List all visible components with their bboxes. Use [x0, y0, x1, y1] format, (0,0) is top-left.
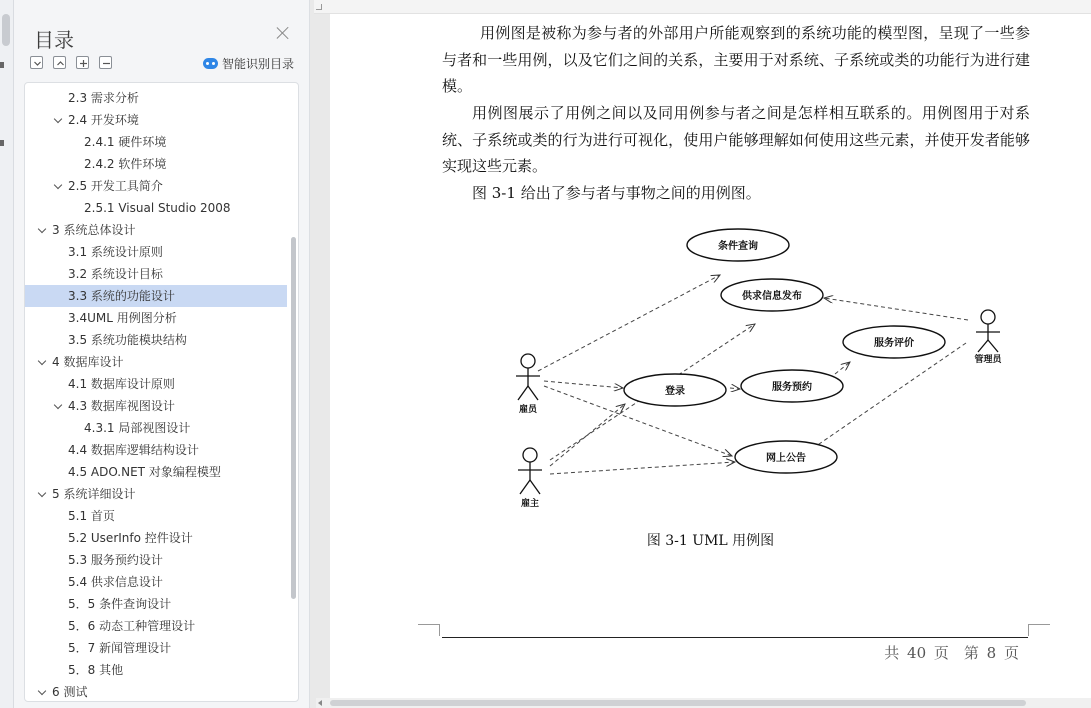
toc-item-label: 3.5 系统功能模块结构 [68, 333, 187, 347]
toc-item-label: 4.3 数据库视图设计 [68, 399, 175, 413]
crop-mark [418, 624, 440, 636]
toc-item[interactable] [25, 131, 287, 153]
toc-item[interactable] [25, 285, 287, 307]
left-strip-mark [0, 140, 4, 146]
toc-item-label: 4.1 数据库设计原则 [68, 377, 175, 391]
toc-item-label: 2.5 开发工具简介 [68, 179, 163, 193]
ai-icon [203, 58, 218, 69]
toc-item-label: 3.4UML 用例图分析 [68, 311, 177, 325]
actor-figure [516, 354, 540, 400]
chevron-down-icon[interactable] [38, 490, 46, 498]
toc-item[interactable] [25, 483, 287, 505]
chevron-down-icon[interactable] [38, 226, 46, 234]
toc-item-label: 5 系统详细设计 [52, 487, 136, 501]
toc-item-label: 5．8 其他 [68, 663, 124, 677]
toc-tree [24, 82, 299, 702]
toc-item-label: 4.5 ADO.NET 对象编程模型 [68, 465, 221, 479]
toc-item[interactable] [25, 329, 287, 351]
toc-item-label: 5.3 服务预约设计 [68, 553, 163, 567]
toc-item-label: 5．5 条件查询设计 [68, 597, 172, 611]
toc-item-label: 5．7 新闻管理设计 [68, 641, 172, 655]
toc-item[interactable] [25, 351, 287, 373]
toc-item-label: 5．6 动态工种管理设计 [68, 619, 196, 633]
smart-toc-button[interactable] [203, 55, 294, 72]
toc-item[interactable] [25, 637, 287, 659]
toc-item[interactable] [25, 527, 287, 549]
toc-panel [14, 0, 310, 708]
top-ruler-strip [314, 0, 1091, 14]
crop-mark [316, 4, 322, 10]
toc-item-label: 2.4 开发环境 [68, 113, 139, 127]
toc-item-label: 3.2 系统设计目标 [68, 267, 163, 281]
toc-item-label: 4.3.1 局部视图设计 [84, 421, 191, 435]
toc-item[interactable] [25, 593, 287, 615]
left-nav-strip [0, 0, 14, 708]
document-area [314, 0, 1091, 708]
toc-title: 目录 [34, 28, 74, 52]
toc-item[interactable] [25, 615, 287, 637]
chevron-down-icon[interactable] [54, 116, 62, 124]
scroll-left-icon[interactable] [318, 700, 322, 706]
add-level-icon[interactable] [76, 56, 89, 69]
expand-all-icon[interactable] [53, 56, 66, 69]
toc-item[interactable] [25, 681, 287, 703]
toc-item-label: 6 测试 [52, 685, 88, 699]
toc-item-label: 3.3 系统的功能设计 [68, 289, 175, 303]
toc-item[interactable] [25, 153, 287, 175]
toc-item-label: 5.4 供求信息设计 [68, 575, 163, 589]
use-case-label: 网上公告 [766, 453, 806, 464]
toc-item-label: 2.5.1 Visual Studio 2008 [84, 201, 231, 215]
uml-use-case-diagram [480, 228, 1002, 528]
actor-figure [976, 310, 1000, 352]
paragraph-1: 用例图是被称为参与者的外部用户所能观察到的系统功能的模型图，呈现了一些参与者和一些用例，以及它们之间的关系，主要用于对系统、子系统或类的功能行为进行建模。 [442, 24, 1030, 95]
actor-label: 管理员 [974, 355, 1002, 365]
use-case-label: 条件查询 [718, 241, 758, 252]
toc-item[interactable] [25, 307, 287, 329]
horizontal-scrollbar[interactable] [316, 698, 1091, 708]
toc-item[interactable] [25, 461, 287, 483]
crop-mark [1028, 624, 1050, 636]
toc-item-label: 2.4.2 软件环境 [84, 157, 167, 171]
page-footer: 共 40 页 第 8 页 [884, 644, 1019, 662]
toc-item-label: 2.4.1 硬件环境 [84, 135, 167, 149]
collapse-all-icon[interactable] [30, 56, 43, 69]
chevron-down-icon[interactable] [38, 688, 46, 696]
toc-scrollbar[interactable] [291, 237, 296, 599]
toc-item[interactable] [25, 549, 287, 571]
use-case-label: 供求信息发布 [742, 291, 802, 302]
close-icon[interactable] [276, 26, 290, 40]
toc-item[interactable] [25, 659, 287, 681]
toc-item[interactable] [25, 439, 287, 461]
paragraph-2: 用例图展示了用例之间以及同用例参与者之间是怎样相互联系的。用例图用于对系统、子系统或类的行为进行可视化，使用户能够理解如何使用这些元素，并使开发者能够实现这些元素。 [442, 104, 1030, 175]
toc-item[interactable] [25, 417, 287, 439]
toc-item[interactable] [25, 395, 287, 417]
use-case-label: 服务评价 [874, 338, 914, 349]
toc-item[interactable] [25, 571, 287, 593]
toc-item[interactable] [25, 109, 287, 131]
toc-item[interactable] [25, 373, 287, 395]
actor-figure [518, 448, 542, 494]
remove-level-icon[interactable] [99, 56, 112, 69]
toc-item-label: 3 系统总体设计 [52, 223, 136, 237]
actor-label: 雇员 [518, 405, 538, 415]
use-case-label: 登录 [665, 386, 685, 397]
horizontal-scroll-thumb[interactable] [330, 700, 1026, 706]
toc-list [25, 87, 287, 703]
smart-toc-label: 智能识别目录 [222, 57, 295, 71]
toc-item-label: 5.1 首页 [68, 509, 115, 523]
toc-item-label: 3.1 系统设计原则 [68, 245, 163, 259]
toc-item[interactable] [25, 219, 287, 241]
toc-item-label: 4 数据库设计 [52, 355, 124, 369]
toc-item[interactable] [25, 197, 287, 219]
toc-item-label: 2.3 需求分析 [68, 91, 139, 105]
actor-label: 雇主 [520, 499, 540, 509]
use-case-label: 服务预约 [772, 382, 812, 393]
footer-rule [442, 637, 1028, 638]
left-strip-mark [0, 62, 4, 68]
left-strip-scroll-thumb[interactable] [2, 14, 10, 46]
toc-item[interactable] [25, 87, 287, 109]
toc-item[interactable] [25, 505, 287, 527]
paragraph-3: 图 3-1 给出了参与者与事物之间的用例图。 [472, 184, 761, 202]
chevron-down-icon[interactable] [54, 402, 62, 410]
toc-item[interactable] [25, 263, 287, 285]
chevron-down-icon[interactable] [38, 358, 46, 366]
chevron-down-icon[interactable] [54, 182, 62, 190]
toc-item[interactable] [25, 175, 287, 197]
toc-item-label: 5.2 UserInfo 控件设计 [68, 531, 193, 545]
document-page [330, 14, 1091, 704]
toc-item[interactable] [25, 241, 287, 263]
toc-item-label: 4.4 数据库逻辑结构设计 [68, 443, 199, 457]
figure-caption: 图 3-1 UML 用例图 [646, 533, 775, 549]
